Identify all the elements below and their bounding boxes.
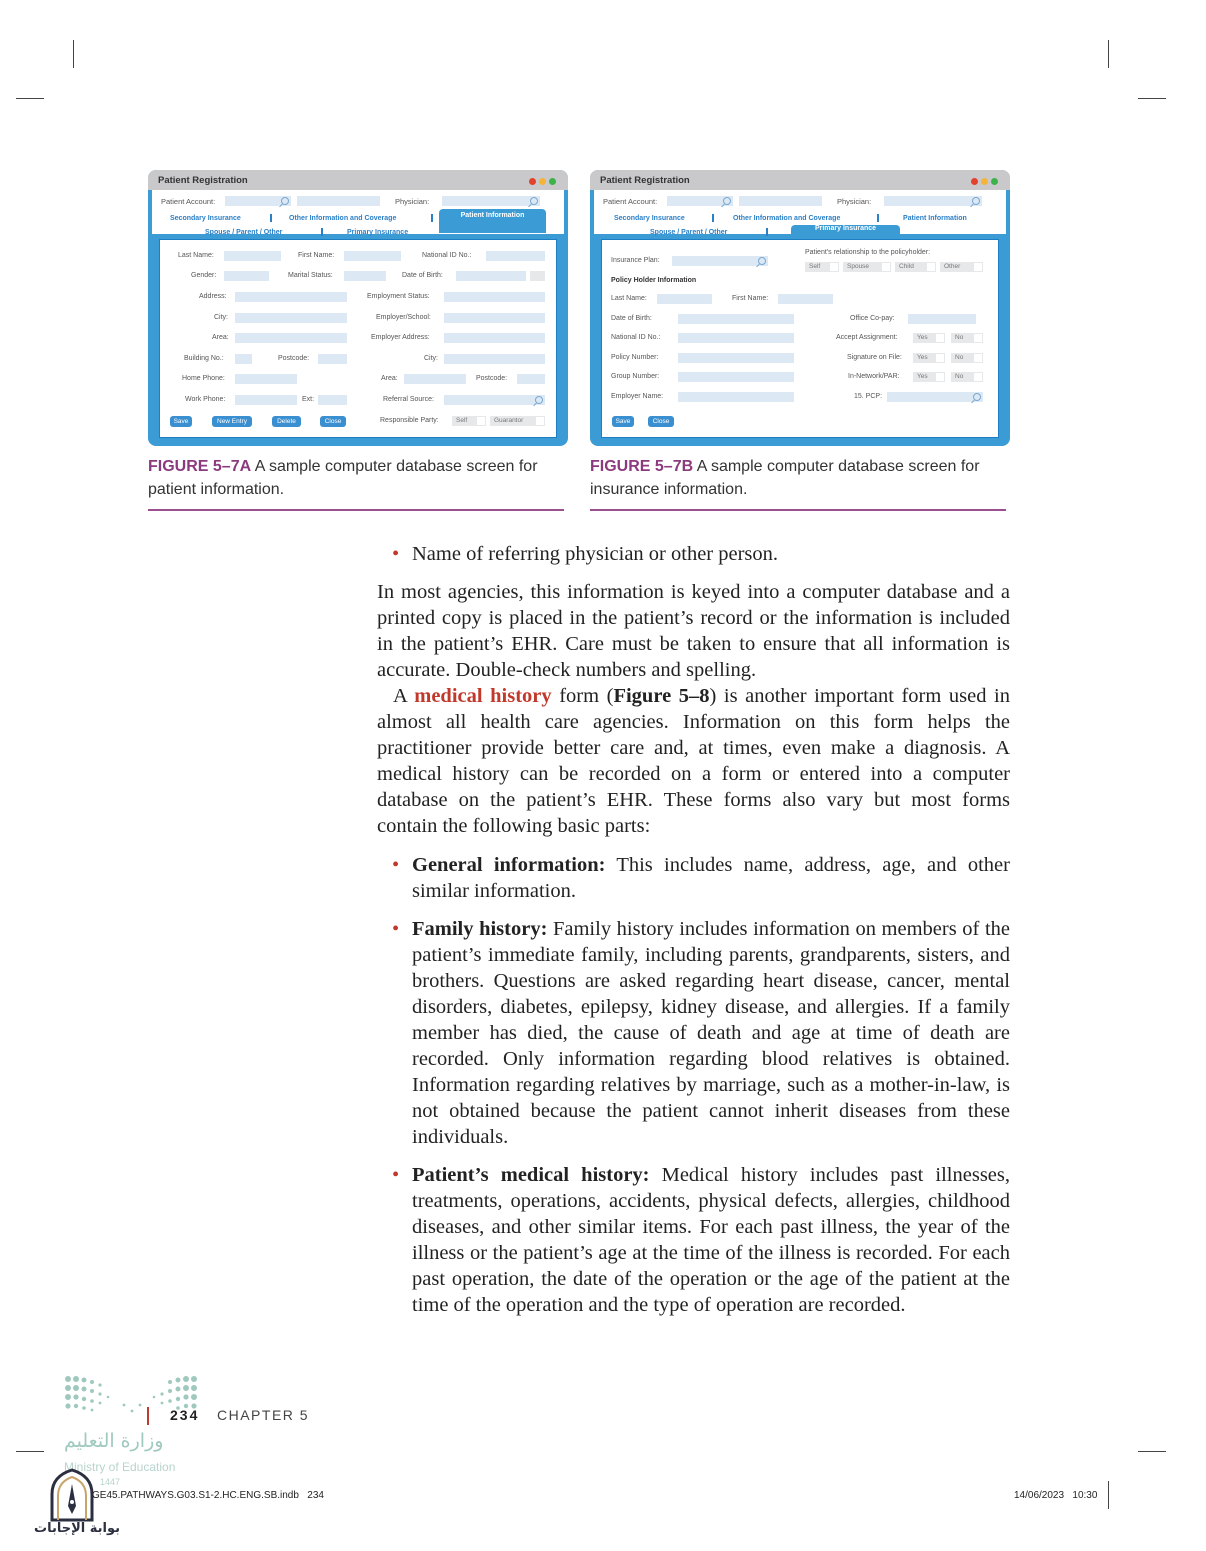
- group-number-label: Group Number:: [611, 373, 660, 380]
- patient-account-label: Patient Account:: [161, 197, 216, 206]
- checkbox-box: [936, 354, 944, 362]
- bullet-text: Family history includes information on members of the patient’s immediate family, including parents, grandparents, sisters, and brothers. Questions are asked regarding heart disease, cancer, mental disorders, diabetes, epilepsy, kidney disease, and allergies. If a family member has died, the cause of death and age at time of death are recorded. Only information regarding blood relatives is obtained. Information regarding relatives by marriage, such as a mother-in-law, is not obtained because the patient cannot inherit diseases from these individuals.: [412, 918, 1010, 1148]
- patient-account-label: Patient Account:: [603, 197, 658, 206]
- employer-school-input[interactable]: [444, 313, 545, 323]
- building-no-label: Building No.:: [184, 355, 224, 362]
- guarantor-checkbox[interactable]: [490, 416, 545, 426]
- tab-separator: [877, 214, 879, 222]
- national-id-input[interactable]: [678, 333, 794, 343]
- physician-input[interactable]: [442, 196, 540, 206]
- pcp-input[interactable]: [887, 392, 983, 402]
- form-header: [152, 190, 564, 234]
- self-checkbox[interactable]: [452, 416, 486, 426]
- bullet-heading: General information:: [412, 854, 606, 876]
- window-title: Patient Registration: [600, 175, 690, 186]
- no-label: No: [955, 373, 964, 380]
- last-name-input[interactable]: [224, 251, 281, 261]
- child-checkbox[interactable]: [895, 262, 936, 272]
- insurance-plan-label: Insurance Plan:: [611, 257, 660, 264]
- minimize-dot-icon[interactable]: [981, 178, 988, 185]
- policy-number-input[interactable]: [678, 353, 794, 363]
- first-name-label: First Name:: [732, 295, 769, 302]
- new-entry-button[interactable]: New Entry: [212, 416, 252, 427]
- work-phone-input[interactable]: [235, 395, 297, 405]
- gender-input[interactable]: [224, 271, 269, 281]
- tab-patient-information[interactable]: [439, 209, 546, 233]
- employer-address-label: Employer Address:: [371, 334, 430, 341]
- footer-divider: [147, 1407, 149, 1425]
- dob-input[interactable]: [456, 271, 526, 281]
- text: ) is another important form used in almost all health care agencies. Information on this form helps the practitioner provide better care and, at times, even make a diagnosis. A medical history can be recorded on a form or entered into a computer database on the patient’s EHR. These forms also vary but most forms contain the following basic parts:: [377, 685, 1010, 837]
- home-phone-input[interactable]: [235, 374, 297, 384]
- crop-mark: [16, 98, 44, 99]
- no-label: No: [955, 334, 964, 341]
- bullet-text: This includes name, address, age, and other similar information.: [412, 854, 1010, 902]
- accept-yes-checkbox[interactable]: [913, 333, 945, 343]
- minimize-dot-icon[interactable]: [539, 178, 546, 185]
- tab-secondary-insurance[interactable]: Secondary Insurance: [170, 215, 241, 222]
- caption-rule: [590, 509, 1006, 511]
- employer-school-label: Employer/School:: [376, 314, 431, 321]
- city-input-2[interactable]: [444, 354, 545, 364]
- tab-label: Patient Information: [460, 212, 525, 219]
- guarantor-label: Guarantor: [494, 417, 524, 424]
- bullet-text: Medical history includes past illnesses, treatments, operations, accidents, physical defects, allergies, childhood diseases, and other similar items. For each past illness, the year of the illness or the patient’s age at the time of the illness is recorded. For each past operation, the date of the operation or the age of the patient at the time of the operation and the type of operation are recorded.: [412, 1164, 1011, 1316]
- signature-label: Signature on File:: [847, 354, 902, 361]
- close-button[interactable]: Close: [320, 416, 346, 427]
- marital-status-input[interactable]: [344, 271, 386, 281]
- city-label-2: City:: [424, 355, 438, 362]
- tab-other-information[interactable]: Other Information and Coverage: [289, 215, 397, 222]
- checkbox-box: [974, 334, 982, 342]
- crop-mark: [16, 1451, 44, 1452]
- signature-yes-checkbox[interactable]: [913, 353, 945, 363]
- policy-number-label: Policy Number:: [611, 354, 659, 361]
- page-number: 234: [170, 1407, 200, 1423]
- figure-5-7a-window: [148, 170, 568, 446]
- maximize-dot-icon[interactable]: [549, 178, 556, 185]
- dob-calendar[interactable]: [530, 271, 545, 281]
- text: form (: [551, 685, 614, 707]
- figure-5-7a-caption: [148, 455, 568, 501]
- postcode-input-2[interactable]: [517, 374, 545, 384]
- paragraph: [377, 683, 1010, 839]
- print-datetime: 14/06/2023 10:30: [1014, 1490, 1098, 1501]
- search-icon[interactable]: [535, 396, 543, 404]
- ministry-arabic: وزارة التعليم: [64, 1430, 164, 1452]
- ext-input[interactable]: [318, 395, 347, 405]
- pcp-label: 15. PCP:: [854, 393, 883, 400]
- maximize-dot-icon[interactable]: [991, 178, 998, 185]
- tab-label: Primary Insurance: [814, 225, 877, 232]
- yes-label: Yes: [917, 334, 928, 341]
- dob-label: Date of Birth:: [402, 272, 443, 279]
- close-dot-icon[interactable]: [529, 178, 536, 185]
- patient-information-form: [159, 239, 557, 438]
- search-icon[interactable]: [723, 197, 731, 205]
- paragraph: In most agencies, this information is keyed into a computer database and a printed copy is placed in the patient’s record or the information is included in the patient’s EHR. Care must be taken to ensure that all information is accurate. Double-check numbers and spelling.: [377, 581, 1010, 681]
- crop-mark: [1138, 98, 1166, 99]
- last-name-label: Last Name:: [178, 252, 214, 259]
- area-label: Area:: [212, 334, 229, 341]
- self-label: Self: [809, 263, 821, 270]
- save-button[interactable]: Save: [612, 416, 634, 427]
- referral-source-input[interactable]: [444, 395, 545, 405]
- spouse-checkbox[interactable]: [843, 262, 891, 272]
- first-name-input[interactable]: [344, 251, 401, 261]
- tab-separator: [270, 214, 272, 222]
- employer-name-label: Employer Name:: [611, 393, 664, 400]
- national-id-input[interactable]: [486, 251, 545, 261]
- city-input[interactable]: [235, 313, 347, 323]
- figure-label: FIGURE 5–7B: [590, 458, 694, 475]
- text: A: [393, 685, 415, 707]
- bullet-heading: Patient’s medical history:: [412, 1164, 650, 1186]
- last-name-label: Last Name:: [611, 295, 647, 302]
- close-dot-icon[interactable]: [971, 178, 978, 185]
- physician-label: Physician:: [837, 197, 872, 206]
- national-id-label: National ID No.:: [611, 334, 661, 341]
- search-icon[interactable]: [973, 393, 981, 401]
- office-copay-label: Office Co-pay:: [850, 315, 895, 322]
- employer-address-input[interactable]: [444, 333, 545, 343]
- caption-rule: [148, 509, 564, 511]
- window-title: Patient Registration: [158, 175, 248, 186]
- checkbox-box: [974, 373, 982, 381]
- search-icon[interactable]: [758, 257, 766, 265]
- checkbox-box: [927, 263, 935, 271]
- employment-status-input[interactable]: [444, 292, 545, 302]
- print-file-info: GE45.PATHWAYS.G03.S1-2.HC.ENG.SB.indb 234: [92, 1490, 324, 1501]
- self-label: Self: [456, 417, 468, 424]
- network-no-checkbox[interactable]: [951, 372, 983, 382]
- dob-input[interactable]: [678, 314, 794, 324]
- checkbox-box: [936, 334, 944, 342]
- ministry-year: 1447: [100, 1477, 121, 1487]
- office-copay-input[interactable]: [908, 314, 976, 324]
- tab-separator: [766, 228, 768, 236]
- figure-reference[interactable]: Figure 5–8: [613, 685, 710, 707]
- bullet-referring-physician: • Name of referring physician or other person.: [412, 541, 1010, 567]
- tab-other-information[interactable]: Other Information and Coverage: [733, 215, 841, 222]
- figure-label: FIGURE 5–7A: [148, 458, 252, 475]
- tab-separator: [321, 228, 323, 236]
- chapter-label: CHAPTER 5: [217, 1407, 310, 1423]
- key-term: medical history: [414, 685, 552, 707]
- address-label: Address:: [199, 293, 227, 300]
- first-name-label: First Name:: [298, 252, 335, 259]
- tab-primary-insurance[interactable]: Primary Insurance: [347, 229, 409, 236]
- relationship-label: Patient's relationship to the policyholder:: [805, 249, 931, 256]
- bullet-general-information: [412, 852, 1010, 904]
- bullet-medical-history: [412, 1162, 1010, 1318]
- insurance-information-form: [601, 239, 999, 438]
- crop-mark: [1138, 1451, 1166, 1452]
- caption-text: A sample computer database screen for patient information.: [148, 458, 538, 498]
- search-icon[interactable]: [972, 197, 980, 205]
- checkbox-box: [974, 354, 982, 362]
- caption-text: A sample computer database screen for insurance information.: [590, 458, 980, 498]
- tab-separator: [712, 214, 714, 222]
- first-name-input[interactable]: [778, 294, 833, 304]
- tab-separator: [431, 214, 433, 222]
- in-network-label: In-Network/PAR:: [848, 373, 900, 380]
- postcode-label-2: Postcode:: [476, 375, 508, 382]
- watermark-logo: [46, 1466, 98, 1522]
- network-yes-checkbox[interactable]: [913, 372, 945, 382]
- search-icon[interactable]: [530, 197, 538, 205]
- address-input[interactable]: [235, 292, 347, 302]
- home-phone-label: Home Phone:: [182, 375, 225, 382]
- tab-secondary-insurance[interactable]: Secondary Insurance: [614, 215, 685, 222]
- responsible-party-label: Responsible Party:: [380, 417, 439, 424]
- gender-label: Gender:: [191, 272, 217, 279]
- crop-mark: [1108, 40, 1109, 68]
- physician-input[interactable]: [884, 196, 982, 206]
- tab-spouse-parent-other[interactable]: Spouse / Parent / Other: [205, 229, 283, 236]
- city-label: City:: [214, 314, 228, 321]
- referral-source-label: Referral Source:: [383, 396, 434, 403]
- checkbox-box: [477, 417, 485, 425]
- checkbox-box: [936, 373, 944, 381]
- no-label: No: [955, 354, 964, 361]
- watermark-text: بوابة الإجابات: [34, 1521, 120, 1536]
- accept-no-checkbox[interactable]: [951, 333, 983, 343]
- crop-mark: [1108, 1481, 1109, 1509]
- national-id-label: National ID No.:: [422, 252, 472, 259]
- group-number-input[interactable]: [678, 372, 794, 382]
- close-button[interactable]: Close: [648, 416, 674, 427]
- other-checkbox[interactable]: [940, 262, 983, 272]
- ext-label: Ext:: [302, 396, 315, 403]
- title-bar: [148, 170, 568, 190]
- checkbox-box: [830, 263, 838, 271]
- dob-label: Date of Birth:: [611, 315, 652, 322]
- employment-status-label: Employment Status:: [367, 293, 430, 300]
- tab-spouse-parent-other[interactable]: Spouse / Parent / Other: [650, 229, 728, 236]
- accept-assignment-label: Accept Assignment:: [836, 334, 898, 341]
- account-extra-input[interactable]: [297, 196, 380, 206]
- bullet-family-history: [412, 916, 1010, 1150]
- figure-5-7b-window: [590, 170, 1010, 446]
- other-label: Other: [944, 263, 961, 270]
- title-bar: [590, 170, 1010, 190]
- checkbox-box: [974, 263, 982, 271]
- ministry-english: Ministry of Education: [64, 1460, 176, 1474]
- last-name-input[interactable]: [657, 294, 712, 304]
- child-label: Child: [899, 263, 914, 270]
- tab-patient-information[interactable]: Patient Information: [903, 215, 967, 222]
- account-extra-input[interactable]: [739, 196, 822, 206]
- yes-label: Yes: [917, 354, 928, 361]
- form-header: [594, 190, 1006, 234]
- yes-label: Yes: [917, 373, 928, 380]
- area-label-2: Area:: [381, 375, 398, 382]
- physician-label: Physician:: [395, 197, 430, 206]
- bullet-heading: Family history:: [412, 918, 548, 940]
- policy-holder-heading: Policy Holder Information: [611, 277, 697, 284]
- save-button[interactable]: Save: [170, 416, 192, 427]
- tab-primary-insurance[interactable]: [791, 225, 900, 234]
- postcode-label: Postcode:: [278, 355, 310, 362]
- building-no-input[interactable]: [235, 354, 252, 364]
- figure-5-7b-caption: [590, 455, 1010, 501]
- checkbox-box: [536, 417, 544, 425]
- spouse-label: Spouse: [847, 263, 870, 270]
- postcode-input[interactable]: [318, 354, 347, 364]
- self-checkbox[interactable]: [805, 262, 839, 272]
- signature-no-checkbox[interactable]: [951, 353, 983, 363]
- area-input[interactable]: [235, 333, 347, 343]
- checkbox-box: [882, 263, 890, 271]
- marital-status-label: Marital Status:: [288, 272, 333, 279]
- search-icon[interactable]: [281, 197, 289, 205]
- insurance-plan-input[interactable]: [672, 256, 768, 266]
- area-input-2[interactable]: [404, 374, 466, 384]
- employer-name-input[interactable]: [678, 392, 794, 402]
- work-phone-label: Work Phone:: [185, 396, 226, 403]
- crop-mark: [73, 40, 74, 68]
- delete-button[interactable]: Delete: [272, 416, 301, 427]
